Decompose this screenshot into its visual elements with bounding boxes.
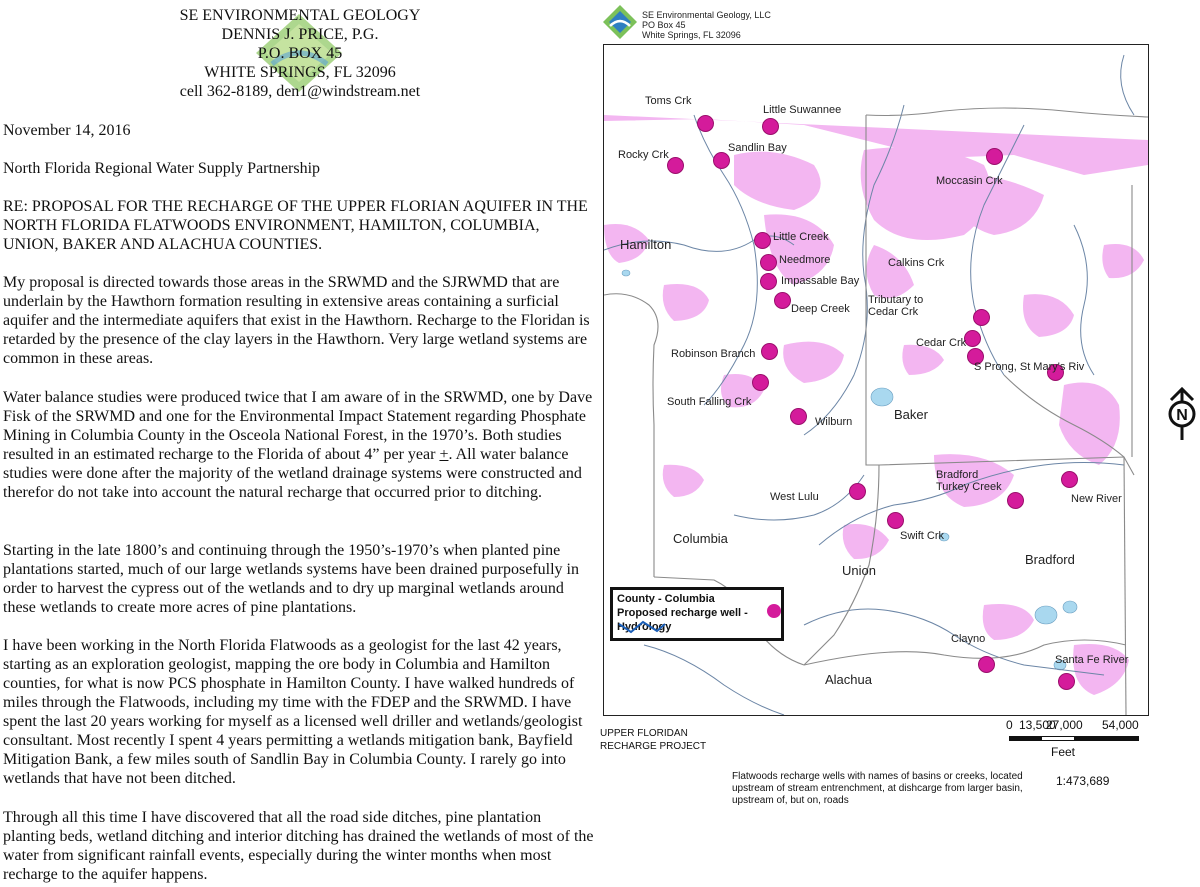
hydrology-line-icon [617,620,667,634]
scale-tick-27000: 27,000 [1046,718,1083,732]
county-label-columbia: Columbia [673,531,728,546]
map-note: Flatwoods recharge wells with names of basins or creeks, located upstream of stream entrenchment, at dishcarge from larger basin, upstream of, but on, roads [732,771,1023,806]
county-label-baker: Baker [894,407,928,422]
recharge-well-impassable-bay[interactable] [760,273,777,290]
recharge-well-needmore[interactable] [760,254,777,271]
map-scale-ratio: 1:473,689 [1056,774,1110,788]
letter-paragraph-3: Starting in the late 1800’s and continuing through the 1950’s-1970’s when planted pine plantations started, much of our large wetlands systems have been drained purposefully in order to harvest the cypress out of the wetlands and to dry up marginal wetlands around these wetlands to create more acres of pine plantations. [3,542,579,616]
letterhead-company: SE ENVIRONMENTAL GEOLOGY [179,7,421,24]
scale-bar-segment [1074,737,1138,740]
brand-company: SE Environmental Geology, LLC [642,10,771,20]
recharge-well-swift-crk[interactable] [887,512,904,529]
well-label-south-falling-crk: South Falling Crk [667,396,752,408]
recharge-well-south-falling-crk[interactable] [752,374,769,391]
scale-bar-segment [1042,737,1074,740]
brand-city: White Springs, FL 32096 [642,30,741,40]
recharge-well-moccasin-crk[interactable] [986,148,1003,165]
well-label-west-lulu: West Lulu [770,491,819,503]
letter-paragraph-4: I have been working in the North Florida Flatwoods as a geologist for the last 42 years, starting as an exploration geologist, mapping the ore body in Columbia and Hamilton counties, for what is now PCS phosphate in Hamilton County. I have walked hundreds of miles through the Flatwoods, including my time with the FDEP and the SRWMD. I have spent the last 20 years working for myself as a licensed well driller and wetlands/geologist consultant. Most recently I spent 4 years permitting a wetlands mitigation bank, Bayfield Mitigation Bank, a few miles south of Sandlin Bay in Columbia County. I rarely go into wetlands that have not been ditched. [3,637,583,787]
well-label-wilburn: Wilburn [815,416,853,428]
well-label-robinson-branch: Robinson Branch [671,348,756,360]
county-label-hamilton: Hamilton [620,237,672,252]
map-figure [600,0,1200,887]
well-label-swift-crk: Swift Crk [900,530,944,542]
county-label-union: Union [842,563,876,578]
well-label-moccasin-crk: Moccasin Crk [936,175,1003,187]
well-label-calkins-crk: Calkins Crk [888,257,945,269]
recharge-well-little-creek[interactable] [754,232,771,249]
well-label-little-suwannee: Little Suwannee [763,104,842,116]
scale-tick-0: 0 [1006,718,1013,732]
letterhead-po-box: P.O. BOX 45 [257,45,343,62]
recharge-well-wilburn[interactable] [790,408,807,425]
scale-unit: Feet [1051,745,1076,759]
legend-well-dot-icon [767,604,781,618]
well-label-new-river: New River [1071,493,1122,505]
recharge-well-robinson-branch[interactable] [761,343,778,360]
letter-date: November 14, 2016 [3,122,131,139]
well-label-clayno: Clayno [951,633,986,645]
scale-bar [1009,736,1139,741]
well-label-little-creek: Little Creek [773,231,829,243]
well-label-tributary-cedar-crk: Tributary to Cedar Crk [868,294,924,318]
letter-paragraph-2: Water balance studies were produced twice that I am aware of in the SRWMD, one by Dave Fisk of the SRWMD and one for the Environmental Impact Statement regarding Phosphate Mining in Columbia County in the Osceola National Forest, in the 1970’s. Both studies resulted in an estimated recharge to the Florida of about 4” per year +. All water balance studies were done after the majority of the wetland drainage systems were constructed and therefor do not take into account the natural recharge that occurred prior to ditching. [3,389,593,501]
recharge-well-cedar-crk[interactable] [964,330,981,347]
recharge-well-west-lulu[interactable] [849,483,866,500]
brand-logo-icon [602,4,638,40]
scale-tick-13500: 13,500 [1019,718,1056,732]
well-label-toms-crk: Toms Crk [645,95,692,107]
well-label-sandlin-bay: Sandlin Bay [728,142,787,154]
well-label-impassable-bay: Impassable Bay [781,275,860,287]
recharge-well-deep-creek[interactable] [774,292,791,309]
county-label-alachua: Alachua [825,672,872,687]
recharge-well-new-river[interactable] [1061,471,1078,488]
recharge-well-little-suwannee[interactable] [762,118,779,135]
letter-recipient: North Florida Regional Water Supply Partnership [3,160,321,177]
scale-bar-segment [1010,737,1042,740]
legend-well-label: Proposed recharge well - [617,607,748,619]
well-label-needmore: Needmore [779,254,831,266]
well-label-deep-creek: Deep Creek [791,303,850,315]
brand-po-box: PO Box 45 [642,20,686,30]
recharge-well-sandlin-bay[interactable] [713,152,730,169]
letter-paragraph-5: Through all this time I have discovered that all the road side ditches, pine plantation planting beds, wetland ditching and interior ditching has drained the wetlands of most of the water from significant rainfall events, especially during the winter months when most recharge to the aquifer happens. [3,809,594,883]
letterhead-contact: cell 362-8189, den1@windstream.net [179,83,421,100]
north-arrow-icon [1168,386,1196,442]
recharge-well-bradford-turkey-creek[interactable] [1007,492,1024,509]
scale-tick-54000: 54,000 [1102,718,1139,732]
county-label-bradford: Bradford [1025,552,1075,567]
recharge-well-santa-fe-river[interactable] [1058,673,1075,690]
recharge-well-clayno[interactable] [978,656,995,673]
well-label-cedar-crk: Cedar Crk [916,337,967,349]
letterhead-city: WHITE SPRINGS, FL 32096 [204,64,396,81]
well-label-s-prong: S Prong, St Mary's Riv [974,361,1085,373]
map-legend [610,587,784,641]
letter-paragraph-1: My proposal is directed towards those areas in the SRWMD and the SJRWMD that are underlain by the Hawthorn formation resulting in extensive areas containing a surficial aquifer and the intermediate aquifers that exist in the Hawthorn. Recharge to the Floridan is retarded by the presence of the clay layers in the Hawthorn. Very large wetland systems are common in these areas. [3,274,590,367]
legend-well-row [617,606,777,620]
recharge-well-toms-crk[interactable] [697,115,714,132]
letter-subject: RE: PROPOSAL FOR THE RECHARGE OF THE UPPER FLORIAN AQUIFER IN THE NORTH FLORIDA FLATWOODS ENVIRONMENT, HAMILTON, COLUMBIA, UNION, BAKER AND ALACHUA COUNTIES. [3,198,588,253]
map-canvas [603,44,1149,716]
project-title-line-2: RECHARGE PROJECT [600,741,707,752]
letterhead-name: DENNIS J. PRICE, P.G. [221,26,379,43]
legend-hydrology-row [617,620,777,634]
legend-hydrology-label: Hydrology [617,621,672,633]
well-label-santa-fe-river: Santa Fe River [1055,654,1129,666]
north-letter: N [1176,407,1188,424]
project-title-line-1: UPPER FLORIDAN [600,728,688,739]
well-label-rocky-crk: Rocky Crk [618,149,669,161]
well-label-bradford-turkey-creek: Bradford Turkey Creek [936,469,1002,493]
recharge-well-tributary-cedar-crk[interactable] [973,309,990,326]
legend-county: County - Columbia [617,593,715,605]
recharge-well-rocky-crk[interactable] [667,157,684,174]
